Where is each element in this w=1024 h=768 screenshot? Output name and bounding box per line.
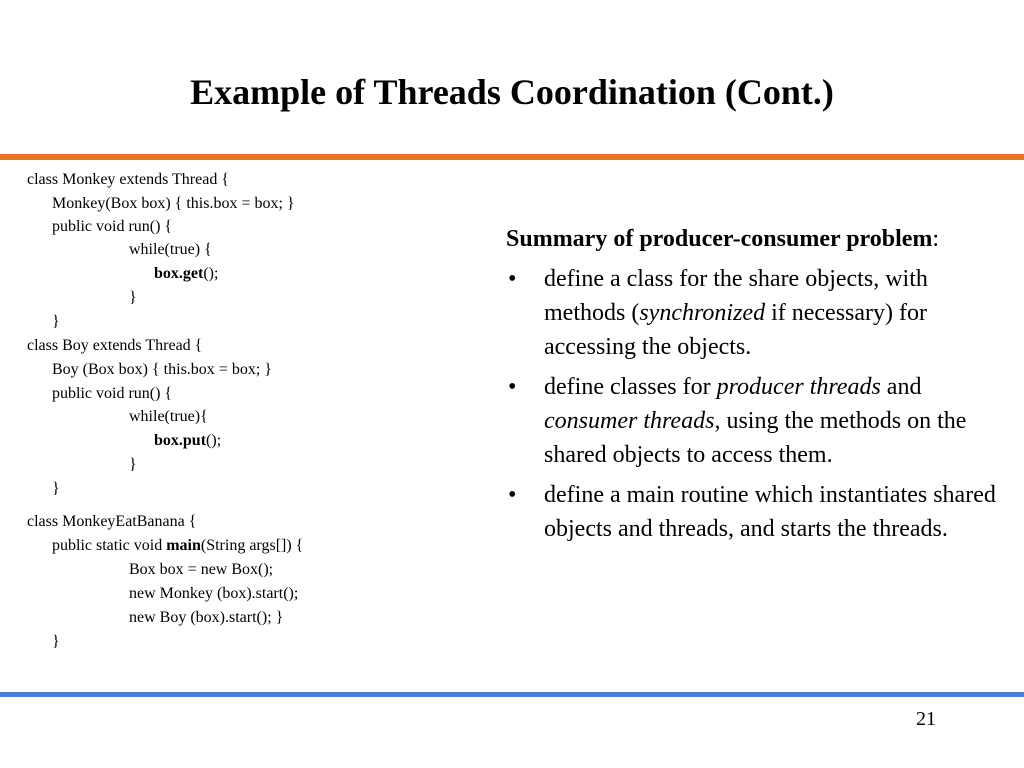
slide-title: Example of Threads Coordination (Cont.) xyxy=(190,72,834,112)
code-line: Box box = new Box(); xyxy=(129,561,274,578)
bullet-text: , using the methods on the shared objects to access them. xyxy=(544,408,967,468)
code-line xyxy=(154,264,218,284)
bullet-item xyxy=(506,370,1006,472)
code-line: while(true) { xyxy=(129,241,212,258)
code-text: (); xyxy=(206,432,222,449)
top-divider xyxy=(0,154,1024,160)
method-call: box.put xyxy=(154,432,207,449)
code-text: (String args[]) { xyxy=(200,537,304,554)
bullet-item xyxy=(506,262,1006,364)
emphasis-text: producer threads xyxy=(716,374,881,400)
bullet-marker: • xyxy=(508,374,517,400)
code-line: while(true){ xyxy=(129,408,208,425)
page-number: 21 xyxy=(916,708,936,730)
emphasis-text: consumer threads xyxy=(544,408,715,434)
code-text: (); xyxy=(203,265,219,282)
summary-heading-text: Summary of producer-consumer problem xyxy=(506,226,933,252)
code-text: public static void xyxy=(52,537,167,554)
code-line: Monkey(Box box) { this.box = box; } xyxy=(52,195,295,212)
code-line: } xyxy=(52,480,60,497)
method-call: box.get xyxy=(154,265,204,282)
code-line: class MonkeyEatBanana { xyxy=(27,513,197,530)
bullet-text: define classes for xyxy=(544,374,717,400)
bullet-text: define a main routine which instantiates shared objects and threads, and starts the threads. xyxy=(544,482,996,542)
code-line: } xyxy=(129,456,137,473)
code-line: } xyxy=(52,313,60,330)
bullet-marker: • xyxy=(508,266,517,292)
bottom-divider xyxy=(0,692,1024,697)
code-line xyxy=(154,431,221,451)
emphasis-text: synchronized xyxy=(639,300,766,326)
code-line: public void run() { xyxy=(52,385,173,402)
code-line: new Monkey (box).start(); xyxy=(129,585,299,602)
code-line: Boy (Box box) { this.box = box; } xyxy=(52,361,272,378)
code-line: class Boy extends Thread { xyxy=(27,337,203,354)
bullet-text: define a class for the share objects, with methods ( xyxy=(544,266,928,326)
bullet-text: if necessary) for accessing the objects. xyxy=(544,300,928,360)
code-line xyxy=(52,536,303,556)
code-line: } xyxy=(52,633,60,650)
method-name: main xyxy=(166,537,201,554)
code-line: public void run() { xyxy=(52,218,173,235)
bullet-text: and xyxy=(880,374,922,400)
bullet-marker: • xyxy=(508,482,517,508)
summary-panel xyxy=(506,222,1006,552)
summary-heading xyxy=(506,222,1006,256)
code-line: class Monkey extends Thread { xyxy=(27,171,229,188)
code-line: } xyxy=(129,289,137,306)
code-line: new Boy (box).start(); } xyxy=(129,609,284,626)
summary-heading-colon: : xyxy=(932,226,940,252)
bullet-item xyxy=(506,478,1006,546)
